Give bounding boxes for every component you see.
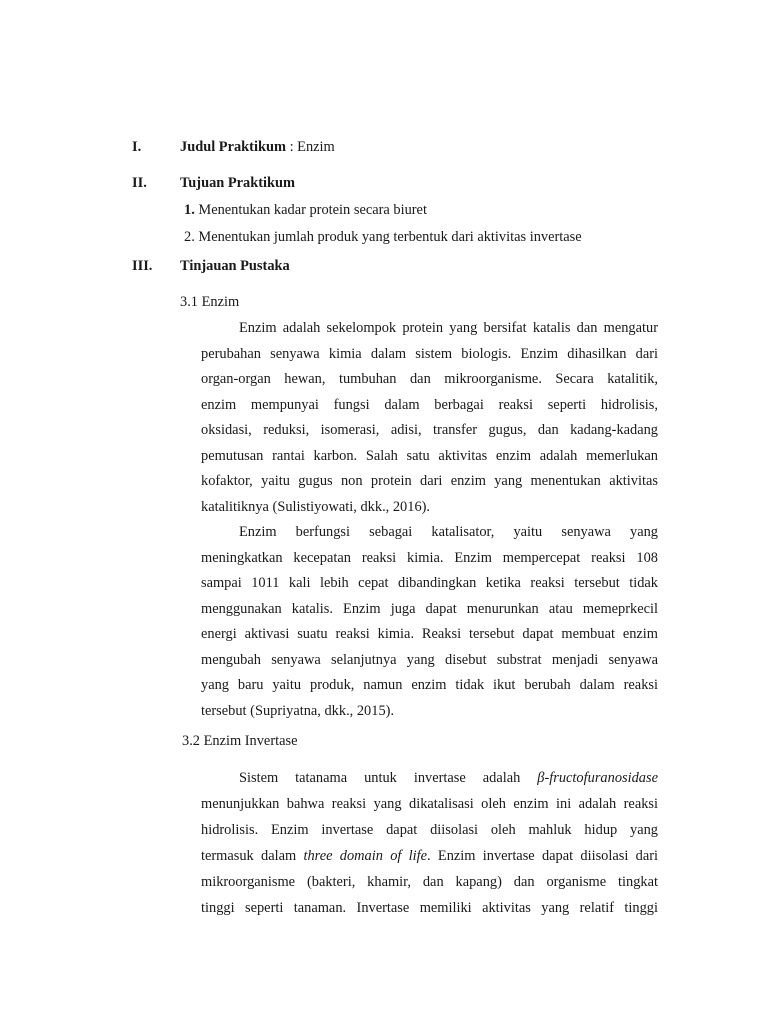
text-line: energi aktivasi suatu reaksi kimia. Reaksi tersebut dapat membuat enzim <box>201 626 658 642</box>
section-title-2: Tujuan Praktikum <box>180 175 296 191</box>
text-line: Enzim adalah sekelompok protein yang bersifat katalis dan mengatur <box>239 320 658 336</box>
text-segment: . Enzim invertase dapat diisolasi dari <box>427 848 658 864</box>
objective-number: 1. <box>184 202 195 218</box>
section-separator: : <box>285 139 298 155</box>
text-segment: termasuk dalam <box>201 848 304 864</box>
objective-number: 2. <box>184 229 195 245</box>
text-line: meningkatkan kecepatan reaksi kimia. Enzim mempercepat reaksi 108 <box>201 549 658 566</box>
italic-term: three domain of life <box>303 848 428 864</box>
subsection-heading-3-2: 3.2 Enzim Invertase <box>182 733 298 749</box>
text-line: hidrolisis. Enzim invertase dapat diisolasi oleh mahluk hidup yang <box>201 822 658 838</box>
objective-text: Menentukan jumlah produk yang terbentuk dari aktivitas invertase <box>194 229 582 245</box>
paragraph-enzim-1 <box>201 316 658 520</box>
section-number-1: I. <box>132 139 142 155</box>
objective-item-2 <box>184 228 582 246</box>
paragraph-enzim-2 <box>201 520 658 724</box>
text-line: Enzim berfungsi sebagai katalisator, yaitu senyawa yang <box>239 524 658 540</box>
section-title-3: Tinjauan Pustaka <box>180 258 290 274</box>
section-title-label: Judul Praktikum <box>180 139 286 155</box>
text-line: mengubah senyawa selanjutnya yang disebut substrat menjadi senyawa <box>201 651 658 668</box>
text-line: enzim mempunyai fungsi dalam berbagai reaksi seperti hidrolisis, <box>201 396 658 413</box>
text-line <box>201 765 658 791</box>
objective-text: Menentukan kadar protein secara biuret <box>194 202 427 218</box>
text-line: perubahan senyawa kimia dalam sistem biologis. Enzim dihasilkan dari <box>201 345 658 362</box>
text-line: katalitiknya (Sulistiyowati, dkk., 2016). <box>201 498 431 515</box>
section-title-1 <box>180 138 335 156</box>
text-line: tinggi seperti tanaman. Invertase memiliki aktivitas yang relatif tinggi <box>201 900 658 916</box>
objective-item-1 <box>184 201 427 219</box>
text-line: yang baru yaitu produk, namun enzim tidak ikut berubah dalam reaksi <box>201 677 658 693</box>
text-line: pemutusan rantai karbon. Salah satu aktivitas enzim adalah memerlukan <box>201 447 658 464</box>
text-line: menggunakan katalis. Enzim juga dapat menurunkan atau memeprkecil <box>201 600 658 617</box>
italic-term: β-fructofuranosidase <box>537 770 658 786</box>
paragraph-invertase <box>201 765 658 921</box>
text-line: kofaktor, yaitu gugus non protein dari enzim yang menentukan aktivitas <box>201 473 658 489</box>
text-line: mikroorganisme (bakteri, khamir, dan kapang) dan organisme tingkat <box>201 874 658 890</box>
section-title-value: Enzim <box>297 139 335 155</box>
text-line: organ-organ hewan, tumbuhan dan mikroorganisme. Secara katalitik, <box>201 371 658 387</box>
text-line: tersebut (Supriyatna, dkk., 2015). <box>201 702 395 719</box>
section-number-2: II. <box>132 175 147 191</box>
subsection-heading-3-1: 3.1 Enzim <box>180 294 240 310</box>
text-line <box>201 843 658 869</box>
text-line: sampai 1011 kali lebih cepat dibandingkan ketika reaksi tersebut tidak <box>201 575 658 591</box>
section-number-3: III. <box>132 258 153 274</box>
text-line: oksidasi, reduksi, isomerasi, adisi, transfer gugus, dan kadang-kadang <box>201 422 658 438</box>
text-line: menunjukkan bahwa reaksi yang dikatalisasi oleh enzim ini adalah reaksi <box>201 796 658 812</box>
text-segment: Sistem tatanama untuk invertase adalah <box>239 770 538 786</box>
